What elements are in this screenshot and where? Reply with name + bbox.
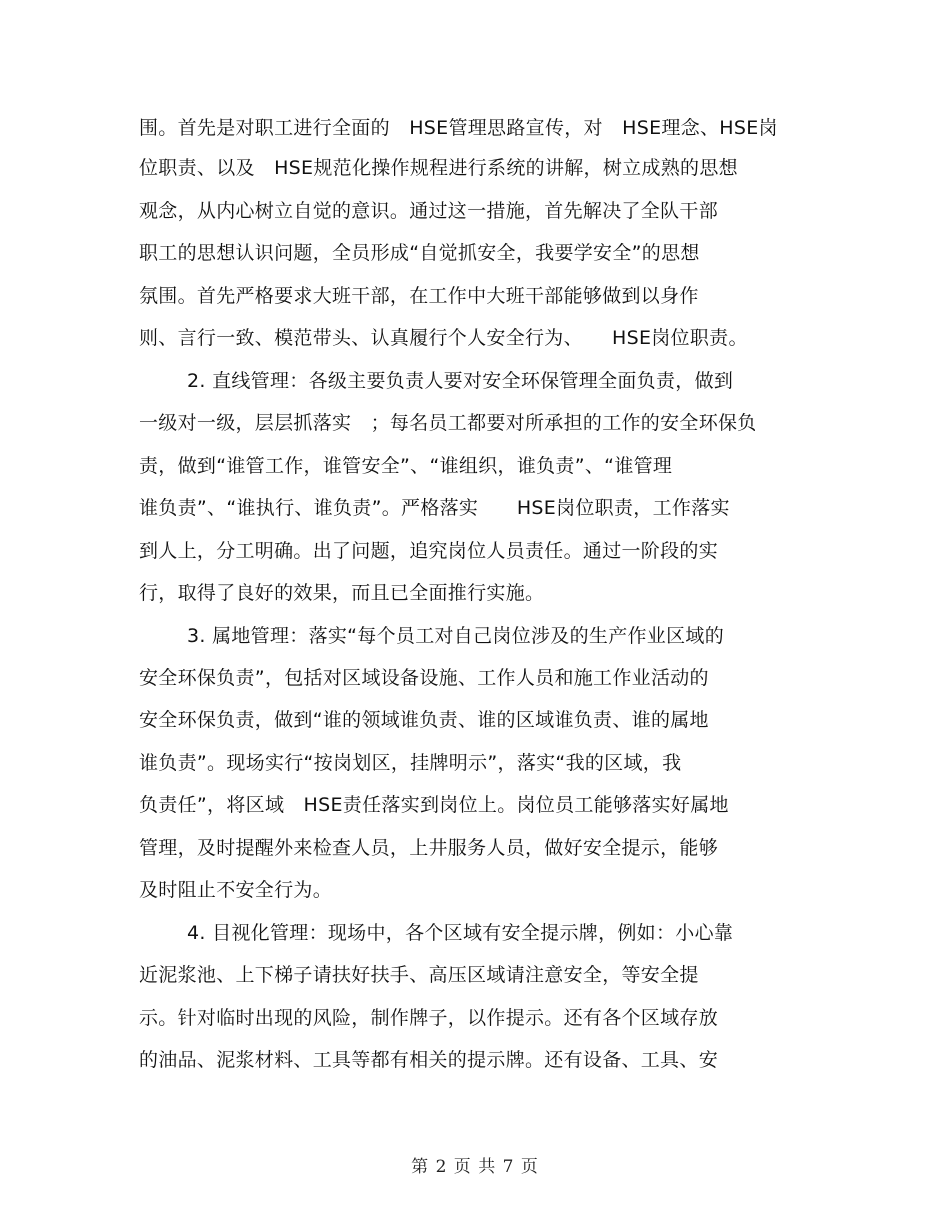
body-line: 安全环保负责，做到“谁的领域谁负责、谁的区域谁负责、谁的属地 — [139, 709, 709, 731]
body-line: 谁负责”、“谁执行、谁负责”。严格落实 HSE岗位职责，工作落实 — [139, 497, 730, 519]
section-heading-line: 4. 目视化管理：现场中，各个区域有安全提示牌，例如：小心靠 — [187, 922, 734, 944]
body-line: 负责任”，将区域 HSE责任落实到岗位上。岗位员工能够落实好属地 — [139, 794, 729, 816]
page-number-footer: 第 2 页 共 7 页 — [411, 1157, 539, 1177]
body-line: 近泥浆池、上下梯子请扶好扶手、高压区域请注意安全，等安全提 — [139, 964, 699, 986]
body-line: 谁负责”。现场实行“按岗划区，挂牌明示”，落实“我的区域，我 — [139, 752, 682, 774]
body-line: 观念，从内心树立自觉的意识。通过这一措施，首先解决了全队干部 — [139, 200, 719, 222]
body-line: 围。首先是对职工进行全面的 HSE管理思路宣传，对 HSE理念、HSE岗 — [139, 117, 778, 139]
body-line: 及时阻止不安全行为。 — [139, 879, 333, 901]
body-line: 职工的思想认识问题，全员形成“自觉抓安全，我要学安全”的思想 — [139, 242, 700, 264]
body-line: 到人上，分工明确。出了问题，追究岗位人员责任。通过一阶段的实 — [139, 540, 719, 562]
body-line: 责，做到“谁管工作，谁管安全”、“谁组织，谁负责”、“谁管理 — [139, 455, 673, 477]
body-line: 一级对一级，层层抓落实 ；每名员工都要对所承担的工作的安全环保负 — [139, 412, 757, 434]
section-heading-line: 3. 属地管理：落实“每个员工对自己岗位涉及的生产作业区域的 — [187, 625, 725, 647]
body-line: 的油品、泥浆材料、工具等都有相关的提示牌。还有设备、工具、安 — [139, 1049, 719, 1071]
section-heading-line: 2. 直线管理：各级主要负责人要对安全环保管理全面负责，做到 — [187, 370, 734, 392]
body-line: 位职责、以及 HSE规范化操作规程进行系统的讲解，树立成熟的思想 — [139, 157, 738, 179]
body-line: 行，取得了良好的效果，而且已全面推行实施。 — [139, 582, 545, 604]
body-line: 示。针对临时出现的风险，制作牌子，以作提示。还有各个区域存放 — [139, 1007, 719, 1029]
body-line: 管理，及时提醒外来检查人员，上井服务人员，做好安全提示，能够 — [139, 837, 719, 859]
body-line: 氛围。首先严格要求大班干部，在工作中大班干部能够做到以身作 — [139, 285, 699, 307]
body-line: 则、言行一致、模范带头、认真履行个人安全行为、 HSE岗位职责。 — [139, 327, 748, 349]
body-line: 安全环保负责”，包括对区域设备设施、工作人员和施工作业活动的 — [139, 667, 709, 689]
